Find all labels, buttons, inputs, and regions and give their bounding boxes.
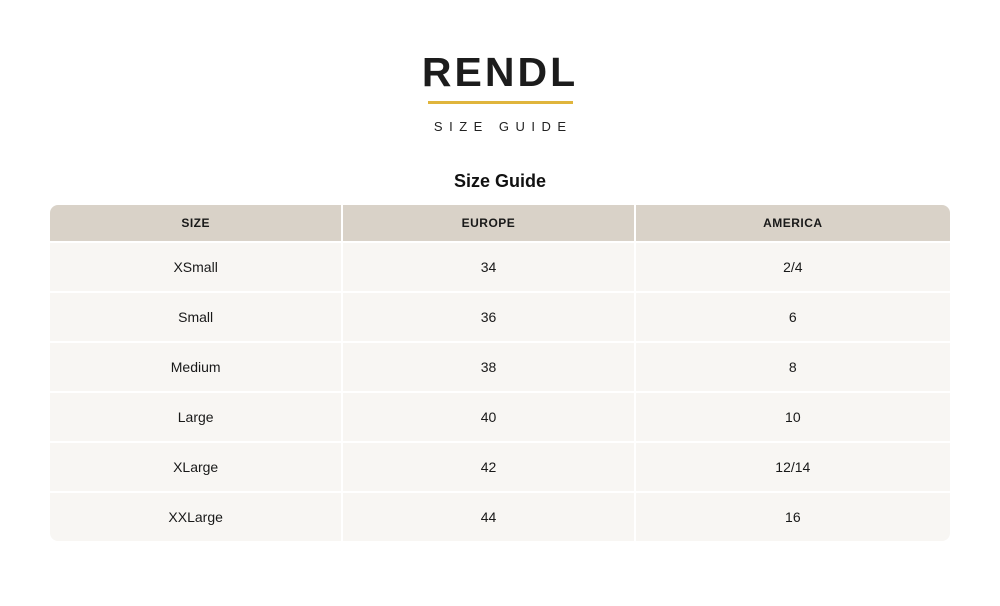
cell-size: Small [50,293,341,341]
cell-america: 2/4 [636,243,950,291]
cell-size: XLarge [50,443,341,491]
size-guide-table [50,205,950,541]
cell-europe: 34 [343,243,633,291]
table-row [50,293,950,341]
table-row [50,443,950,491]
cell-america: 10 [636,393,950,441]
cell-europe: 36 [343,293,633,341]
cell-size: Large [50,393,341,441]
cell-europe: 40 [343,393,633,441]
column-header-size: SIZE [50,205,341,241]
table-row [50,493,950,541]
brand-name: RENDL [421,49,579,95]
page-title: Size Guide [453,171,547,191]
cell-america: 12/14 [636,443,950,491]
table-header-row [50,205,950,241]
cell-america: 6 [636,293,950,341]
brand-tagline: SIZE GUIDE [433,119,573,134]
brand-logo [0,0,1000,134]
brand-underline-rule [428,101,573,104]
cell-america: 8 [636,343,950,391]
cell-america: 16 [636,493,950,541]
cell-size: XXLarge [50,493,341,541]
cell-europe: 42 [343,443,633,491]
table-row [50,393,950,441]
cell-size: Medium [50,343,341,391]
table-row [50,343,950,391]
column-header-america: AMERICA [636,205,950,241]
cell-europe: 38 [343,343,633,391]
cell-europe: 44 [343,493,633,541]
column-header-europe: EUROPE [343,205,633,241]
table-row [50,243,950,291]
cell-size: XSmall [50,243,341,291]
